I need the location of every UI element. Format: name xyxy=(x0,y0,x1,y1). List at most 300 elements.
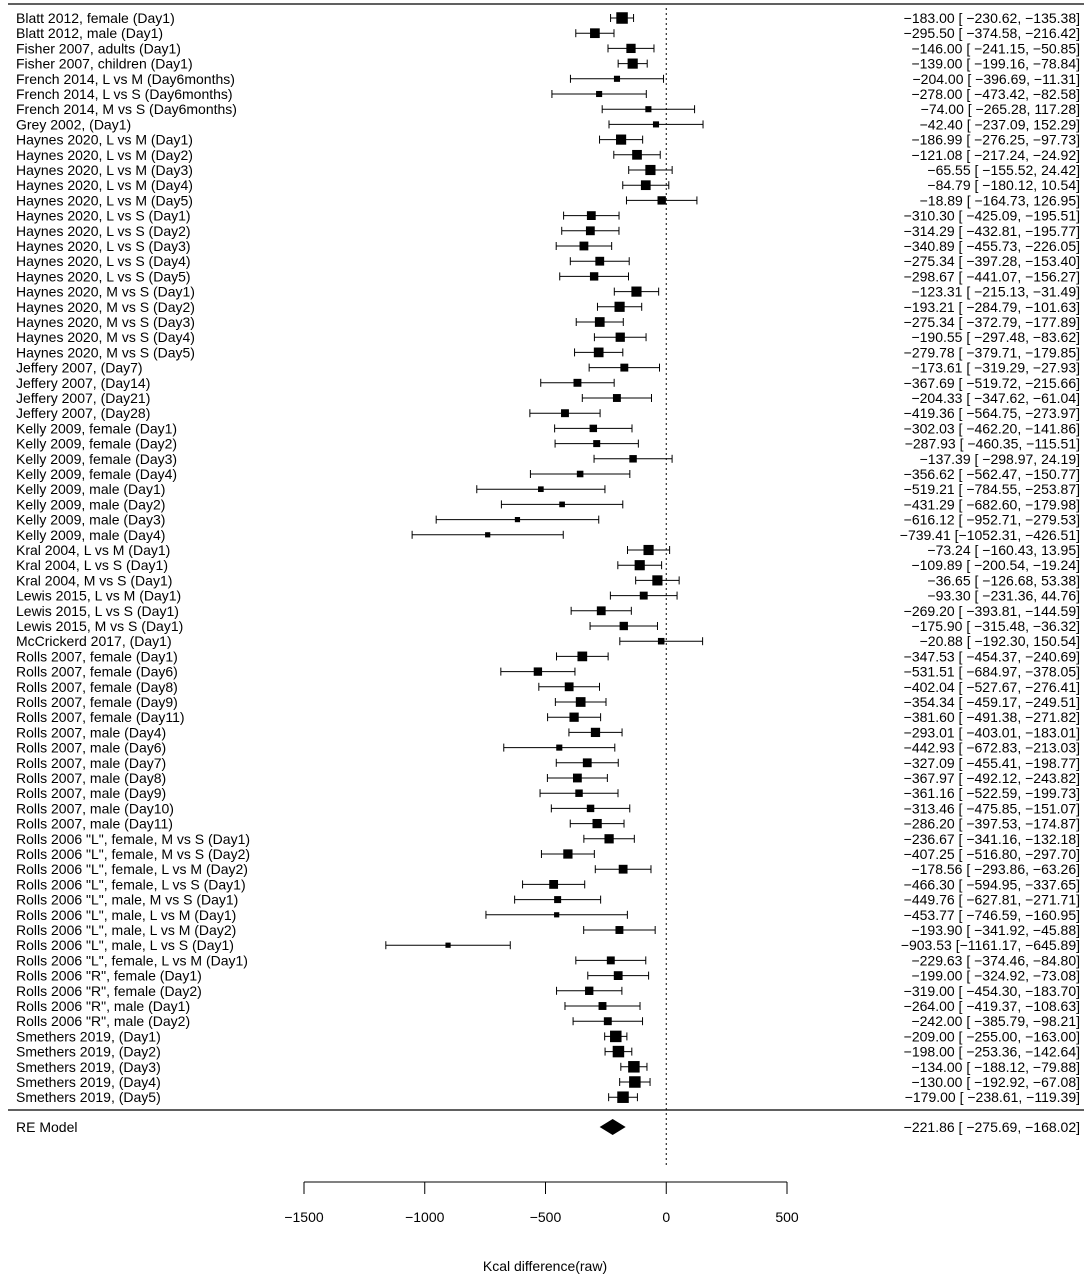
study-label: Rolls 2007, female (Day8) xyxy=(16,678,178,695)
ci-text: −121.08 [ −217.24, −24.92] xyxy=(911,146,1080,163)
point-estimate-square xyxy=(556,745,562,751)
study-row xyxy=(16,527,1080,543)
ci-text: −354.34 [ −459.17, −249.51] xyxy=(903,694,1080,710)
point-estimate-square xyxy=(628,59,638,69)
point-estimate-square xyxy=(583,758,592,767)
ci-text: −183.00 [ −230.62, −135.38] xyxy=(903,10,1080,26)
study-label: Kral 2004, L vs M (Day1) xyxy=(16,542,171,558)
ci-text: −381.60 [ −491.38, −271.82] xyxy=(903,709,1080,726)
study-row xyxy=(16,740,1080,756)
ci-text: −449.76 [ −627.81, −271.71] xyxy=(903,891,1080,908)
study-row xyxy=(16,162,1080,178)
study-row xyxy=(16,466,1080,482)
ci-text: −402.04 [ −527.67, −276.41] xyxy=(903,678,1080,695)
summary-diamond xyxy=(600,1119,626,1135)
point-estimate-square xyxy=(569,713,578,722)
point-estimate-square xyxy=(549,880,558,889)
ci-text: −42.40 [ −237.09, 152.29] xyxy=(919,116,1080,133)
study-label: Haynes 2020, M vs S (Day5) xyxy=(16,344,195,361)
study-row xyxy=(16,360,1080,376)
study-row xyxy=(16,223,1080,239)
point-estimate-square xyxy=(590,28,600,38)
study-row xyxy=(16,785,1080,801)
point-estimate-square xyxy=(587,211,596,220)
study-label: Kelly 2009, female (Day3) xyxy=(16,450,178,467)
study-label: Smethers 2019, (Day1) xyxy=(16,1028,161,1045)
study-label: Rolls 2007, female (Day6) xyxy=(16,663,178,680)
study-row xyxy=(16,892,1080,908)
study-label: Rolls 2006 "R", male (Day2) xyxy=(16,1013,191,1030)
point-estimate-square xyxy=(573,774,582,783)
point-estimate-square xyxy=(645,106,651,112)
study-row xyxy=(16,633,1080,649)
ci-text: −531.51 [ −684.97, −378.05] xyxy=(903,663,1080,680)
point-estimate-square xyxy=(614,971,623,980)
point-estimate-square xyxy=(613,394,621,402)
study-label: Rolls 2006 "L", male, L vs M (Day2) xyxy=(16,922,237,938)
study-label: Kelly 2009, male (Day2) xyxy=(16,496,166,513)
study-row xyxy=(16,542,1080,558)
ci-text: −519.21 [ −784.55, −253.87] xyxy=(903,481,1080,498)
study-rows xyxy=(16,10,1080,1105)
study-label: Kral 2004, M vs S (Day1) xyxy=(16,572,173,589)
x-axis xyxy=(284,1182,799,1225)
study-label: Kelly 2009, male (Day1) xyxy=(16,481,166,498)
ci-text: −173.61 [ −319.29, −27.93] xyxy=(911,359,1080,376)
study-label: Rolls 2007, male (Day10) xyxy=(16,800,174,817)
study-row xyxy=(16,557,1080,573)
study-label: French 2014, L vs M (Day6months) xyxy=(16,70,235,87)
ci-text: −109.89 [ −200.54, −19.24] xyxy=(911,557,1080,574)
ci-text: −327.09 [ −455.41, −198.77] xyxy=(903,754,1080,771)
study-label: Rolls 2007, male (Day6) xyxy=(16,739,167,756)
point-estimate-square xyxy=(653,121,659,127)
ci-text: −175.90 [ −315.48, −36.32] xyxy=(911,618,1080,634)
study-row xyxy=(16,132,1080,148)
study-label: Rolls 2007, female (Day1) xyxy=(16,648,178,665)
ci-text: −367.69 [ −519.72, −215.66] xyxy=(903,374,1080,391)
point-estimate-square xyxy=(485,532,490,537)
summary-row xyxy=(16,1119,1080,1135)
study-row xyxy=(16,101,1080,117)
point-estimate-square xyxy=(580,242,589,251)
study-label: Rolls 2006 "R", male (Day1) xyxy=(16,998,191,1014)
ci-text: −93.30 [ −231.36, 44.76] xyxy=(927,587,1080,604)
ci-text: −134.00 [ −188.12, −79.88] xyxy=(911,1058,1080,1075)
point-estimate-square xyxy=(587,805,594,812)
study-label: Haynes 2020, M vs S (Day2) xyxy=(16,298,195,315)
ci-text: −179.00 [ −238.61, −119.39] xyxy=(904,1089,1080,1106)
point-estimate-square xyxy=(599,1002,607,1010)
x-tick-label: 500 xyxy=(775,1209,799,1225)
point-estimate-square xyxy=(632,150,642,160)
study-label: Kelly 2009, female (Day4) xyxy=(16,466,178,482)
study-row xyxy=(16,192,1080,208)
study-row xyxy=(16,709,1080,725)
summary-ci-text: −221.86 [ −275.69, −168.02] xyxy=(903,1119,1080,1135)
ci-text: −275.34 [ −372.79, −177.89] xyxy=(903,314,1080,330)
ci-text: −73.24 [ −160.43, 13.95] xyxy=(927,542,1080,558)
point-estimate-square xyxy=(577,652,587,662)
study-label: Haynes 2020, L vs S (Day2) xyxy=(16,222,191,239)
study-row xyxy=(16,1059,1080,1075)
ci-text: −190.55 [ −297.48, −83.62] xyxy=(911,329,1080,346)
point-estimate-square xyxy=(658,638,665,645)
study-label: Jeffery 2007, (Day28) xyxy=(16,405,151,422)
study-row xyxy=(16,420,1080,436)
point-estimate-square xyxy=(615,302,625,312)
ci-text: −298.67 [ −441.07, −156.27] xyxy=(903,268,1080,285)
ci-text: −130.00 [ −192.92, −67.08] xyxy=(911,1074,1080,1090)
study-row xyxy=(16,922,1080,938)
ci-text: −204.00 [ −396.69, −11.31] xyxy=(912,70,1080,87)
study-row xyxy=(16,25,1080,41)
point-estimate-square xyxy=(577,471,584,478)
point-estimate-square xyxy=(565,682,574,691)
study-row xyxy=(16,344,1080,360)
x-tick-label: 0 xyxy=(662,1209,671,1225)
study-label: Rolls 2007, male (Day8) xyxy=(16,770,167,786)
point-estimate-square xyxy=(595,317,605,327)
study-label: Kelly 2009, male (Day4) xyxy=(16,526,166,543)
ci-text: −310.30 [ −425.09, −195.51] xyxy=(903,207,1080,224)
point-estimate-square xyxy=(617,1091,629,1103)
point-estimate-square xyxy=(658,196,666,204)
study-row xyxy=(16,1013,1080,1029)
point-estimate-square xyxy=(593,819,602,828)
study-row xyxy=(16,770,1080,786)
study-row xyxy=(16,10,1080,26)
study-label: Haynes 2020, L vs M (Day4) xyxy=(16,177,193,194)
point-estimate-square xyxy=(576,697,586,707)
point-estimate-square xyxy=(575,789,582,796)
point-estimate-square xyxy=(554,912,559,917)
study-label: Rolls 2007, female (Day11) xyxy=(16,709,185,726)
ci-text: −74.00 [ −265.28, 117.28] xyxy=(920,101,1080,118)
ci-text: −466.30 [ −594.95, −337.65] xyxy=(903,876,1080,893)
study-label: Rolls 2006 "L", male, L vs M (Day1) xyxy=(16,906,237,923)
ci-text: −442.93 [ −672.83, −213.03] xyxy=(903,739,1080,756)
study-row xyxy=(16,618,1080,634)
study-label: Rolls 2007, female (Day9) xyxy=(16,694,178,710)
study-label: Smethers 2019, (Day2) xyxy=(16,1043,161,1060)
study-row xyxy=(16,314,1080,330)
point-estimate-square xyxy=(629,1076,641,1088)
study-label: Haynes 2020, L vs S (Day1) xyxy=(16,207,191,224)
study-row xyxy=(16,876,1080,892)
point-estimate-square xyxy=(641,180,651,190)
x-axis-title: Kcal difference(raw) xyxy=(482,1258,608,1274)
study-row xyxy=(16,648,1080,664)
ci-text: −123.31 [ −215.13, −31.49] xyxy=(911,283,1080,300)
study-row xyxy=(16,1044,1080,1060)
study-label: Blatt 2012, male (Day1) xyxy=(16,25,164,42)
point-estimate-square xyxy=(643,545,653,555)
study-row xyxy=(16,268,1080,284)
point-estimate-square xyxy=(620,622,628,630)
study-row xyxy=(16,496,1080,512)
ci-text: −319.00 [ −454.30, −183.70] xyxy=(903,982,1080,999)
point-estimate-square xyxy=(563,849,572,858)
ci-text: −18.89 [ −164.73, 126.95] xyxy=(919,192,1080,209)
point-estimate-square xyxy=(596,91,602,97)
ci-text: −278.00 [ −473.42, −82.58] xyxy=(911,86,1080,102)
study-row xyxy=(16,86,1080,102)
study-label: Rolls 2007, male (Day4) xyxy=(16,724,167,741)
ci-text: −302.03 [ −462.20, −141.86] xyxy=(903,420,1080,437)
point-estimate-square xyxy=(615,926,623,934)
study-row xyxy=(16,436,1080,452)
study-row xyxy=(16,284,1080,300)
ci-text: −209.00 [ −255.00, −163.00] xyxy=(903,1028,1080,1045)
study-row xyxy=(16,1074,1080,1090)
study-row xyxy=(16,724,1080,740)
point-estimate-square xyxy=(635,560,645,570)
study-label: Smethers 2019, (Day5) xyxy=(16,1089,161,1106)
study-label: Jeffery 2007, (Day21) xyxy=(16,390,151,406)
point-estimate-square xyxy=(616,12,628,24)
study-row xyxy=(16,208,1080,224)
point-estimate-square xyxy=(610,1031,622,1043)
study-label: Haynes 2020, M vs S (Day4) xyxy=(16,329,195,346)
study-label: Haynes 2020, M vs S (Day3) xyxy=(16,314,195,330)
point-estimate-square xyxy=(597,606,606,615)
ci-text: −616.12 [ −952.71, −279.53] xyxy=(903,511,1080,528)
study-label: Rolls 2006 "L", female, M vs S (Day2) xyxy=(16,846,251,862)
ci-text: −264.00 [ −419.37, −108.63] xyxy=(903,998,1080,1014)
ci-text: −407.25 [ −516.80, −297.70] xyxy=(903,846,1080,862)
study-row xyxy=(16,831,1080,847)
study-label: Fisher 2007, children (Day1) xyxy=(16,55,193,72)
point-estimate-square xyxy=(629,455,636,462)
ci-text: −279.78 [ −379.71, −179.85] xyxy=(903,344,1080,361)
ci-text: −236.67 [ −341.16, −132.18] xyxy=(903,830,1080,847)
point-estimate-square xyxy=(559,502,565,508)
study-row xyxy=(16,588,1080,604)
point-estimate-square xyxy=(534,667,542,675)
study-row xyxy=(16,253,1080,269)
study-label: Haynes 2020, L vs S (Day3) xyxy=(16,238,191,254)
ci-text: −314.29 [ −432.81, −195.77] xyxy=(903,222,1080,239)
point-estimate-square xyxy=(631,287,641,297)
ci-text: −20.88 [ −192.30, 150.54] xyxy=(919,633,1080,650)
study-row xyxy=(16,405,1080,421)
ci-text: −275.34 [ −397.28, −153.40] xyxy=(903,253,1080,270)
x-tick-label: −1000 xyxy=(405,1209,445,1225)
ci-text: −137.39 [ −298.97, 24.19] xyxy=(919,450,1080,467)
ci-text: −293.01 [ −403.01, −183.01] xyxy=(903,724,1080,741)
point-estimate-square xyxy=(554,896,561,903)
point-estimate-square xyxy=(614,76,620,82)
study-label: Kelly 2009, female (Day2) xyxy=(16,435,178,452)
summary-label: RE Model xyxy=(16,1119,78,1135)
study-row xyxy=(16,177,1080,193)
point-estimate-square xyxy=(616,135,626,145)
point-estimate-square xyxy=(620,364,628,372)
study-label: Rolls 2006 "L", female, L vs M (Day1) xyxy=(16,952,248,969)
study-label: Blatt 2012, female (Day1) xyxy=(16,10,175,26)
ci-text: −269.20 [ −393.81, −144.59] xyxy=(903,602,1080,619)
study-row xyxy=(16,375,1080,391)
study-label: Jeffery 2007, (Day14) xyxy=(16,374,151,391)
study-label: Rolls 2007, male (Day9) xyxy=(16,785,167,802)
study-row xyxy=(16,572,1080,588)
ci-text: −65.55 [ −155.52, 24.42] xyxy=(927,162,1080,178)
study-row xyxy=(16,816,1080,832)
study-row xyxy=(16,1028,1080,1044)
ci-text: −286.20 [ −397.53, −174.87] xyxy=(903,815,1080,832)
study-label: Rolls 2006 "L", female, L vs M (Day2) xyxy=(16,861,248,878)
study-label: Lewis 2015, M vs S (Day1) xyxy=(16,618,184,634)
ci-text: −347.53 [ −454.37, −240.69] xyxy=(903,648,1080,665)
study-row xyxy=(16,998,1080,1014)
point-estimate-square xyxy=(594,348,604,358)
study-label: Rolls 2006 "L", male, M vs S (Day1) xyxy=(16,891,239,908)
point-estimate-square xyxy=(626,44,635,53)
study-label: Haynes 2020, M vs S (Day1) xyxy=(16,283,195,300)
ci-text: −356.62 [ −562.47, −150.77] xyxy=(903,466,1080,482)
study-row xyxy=(16,40,1080,56)
ci-text: −242.00 [ −385.79, −98.21] xyxy=(911,1013,1080,1030)
study-label: Smethers 2019, (Day4) xyxy=(16,1074,161,1090)
ci-text: −431.29 [ −682.60, −179.98] xyxy=(903,496,1080,513)
ci-text: −313.46 [ −475.85, −151.07] xyxy=(903,800,1080,817)
study-label: French 2014, M vs S (Day6months) xyxy=(16,101,237,118)
ci-text: −295.50 [ −374.58, −216.42] xyxy=(903,25,1080,42)
ci-text: −193.21 [ −284.79, −101.63] xyxy=(903,298,1080,315)
study-row xyxy=(16,56,1080,72)
point-estimate-square xyxy=(445,943,450,948)
point-estimate-square xyxy=(538,486,544,492)
study-label: Grey 2002, (Day1) xyxy=(16,116,132,133)
study-label: French 2014, L vs S (Day6months) xyxy=(16,86,233,102)
study-row xyxy=(16,952,1080,968)
ci-text: −419.36 [ −564.75, −273.97] xyxy=(903,405,1080,422)
ci-text: −186.99 [ −276.25, −97.73] xyxy=(911,131,1080,148)
ci-text: −340.89 [ −455.73, −226.05] xyxy=(903,238,1080,254)
study-label: Haynes 2020, L vs S (Day4) xyxy=(16,253,191,270)
study-row xyxy=(16,71,1080,87)
ci-text: −739.41 [−1052.31, −426.51] xyxy=(899,526,1080,543)
study-label: Rolls 2007, male (Day7) xyxy=(16,754,167,771)
study-label: Kral 2004, L vs S (Day1) xyxy=(16,557,168,574)
ci-text: −361.16 [ −522.59, −199.73] xyxy=(903,785,1080,802)
study-row xyxy=(16,755,1080,771)
study-label: Kelly 2009, female (Day1) xyxy=(16,420,178,437)
ci-text: −287.93 [ −460.35, −115.51] xyxy=(904,435,1080,452)
study-label: Haynes 2020, L vs S (Day5) xyxy=(16,268,191,285)
study-label: Haynes 2020, L vs M (Day2) xyxy=(16,146,193,163)
study-label: Rolls 2006 "R", female (Day1) xyxy=(16,967,202,984)
study-label: Smethers 2019, (Day3) xyxy=(16,1058,161,1075)
study-row xyxy=(16,937,1080,953)
study-row xyxy=(16,147,1080,163)
study-label: Jeffery 2007, (Day7) xyxy=(16,359,143,376)
ci-text: −36.65 [ −126.68, 53.38] xyxy=(927,572,1080,589)
point-estimate-square xyxy=(640,592,648,600)
point-estimate-square xyxy=(515,517,520,522)
ci-text: −199.00 [ −324.92, −73.08] xyxy=(911,967,1080,984)
x-tick-label: −1500 xyxy=(284,1209,324,1225)
ci-text: −139.00 [ −199.16, −78.84] xyxy=(911,55,1080,72)
ci-text: −198.00 [ −253.36, −142.64] xyxy=(903,1043,1080,1060)
point-estimate-square xyxy=(645,165,655,175)
study-label: Kelly 2009, male (Day3) xyxy=(16,511,166,528)
study-row xyxy=(16,846,1080,862)
study-label: Haynes 2020, L vs M (Day5) xyxy=(16,192,193,209)
point-estimate-square xyxy=(604,834,613,843)
study-row xyxy=(16,451,1080,467)
point-estimate-square xyxy=(590,425,597,432)
study-label: Rolls 2006 "L", female, L vs S (Day1) xyxy=(16,876,246,893)
point-estimate-square xyxy=(652,575,662,585)
study-row xyxy=(16,238,1080,254)
study-row xyxy=(16,679,1080,695)
ci-text: −84.79 [ −180.12, 10.54] xyxy=(927,177,1080,194)
study-row xyxy=(16,390,1080,406)
study-row xyxy=(16,861,1080,877)
ci-text: −193.90 [ −341.92, −45.88] xyxy=(911,922,1080,938)
study-row xyxy=(16,329,1080,345)
ci-text: −229.63 [ −374.46, −84.80] xyxy=(911,952,1080,969)
study-label: Rolls 2007, male (Day11) xyxy=(16,815,173,832)
point-estimate-square xyxy=(613,1046,625,1058)
point-estimate-square xyxy=(586,226,595,235)
point-estimate-square xyxy=(561,409,569,417)
point-estimate-square xyxy=(595,257,604,266)
ci-text: −146.00 [ −241.15, −50.85] xyxy=(911,40,1080,57)
study-label: Haynes 2020, L vs M (Day1) xyxy=(16,131,193,148)
study-row xyxy=(16,603,1080,619)
point-estimate-square xyxy=(574,379,582,387)
study-row xyxy=(16,968,1080,984)
study-row xyxy=(16,116,1080,132)
ci-text: −178.56 [ −293.86, −63.26] xyxy=(911,861,1080,878)
point-estimate-square xyxy=(607,956,615,964)
study-row xyxy=(16,694,1080,710)
ci-text: −453.77 [ −746.59, −160.95] xyxy=(903,906,1080,923)
study-label: Rolls 2006 "L", female, M vs S (Day1) xyxy=(16,830,251,847)
point-estimate-square xyxy=(604,1017,612,1025)
ci-text: −903.53 [−1161.17, −645.89] xyxy=(900,937,1080,954)
point-estimate-square xyxy=(616,333,625,342)
study-label: Haynes 2020, L vs M (Day3) xyxy=(16,162,193,178)
point-estimate-square xyxy=(628,1061,640,1073)
study-row xyxy=(16,481,1080,497)
study-label: Rolls 2006 "L", male, L vs S (Day1) xyxy=(16,937,234,954)
study-row xyxy=(16,1089,1080,1105)
study-row xyxy=(16,299,1080,315)
study-label: Fisher 2007, adults (Day1) xyxy=(16,40,181,57)
study-row xyxy=(16,800,1080,816)
ci-text: −204.33 [ −347.62, −61.04] xyxy=(911,390,1080,406)
study-row xyxy=(16,907,1080,923)
study-label: Lewis 2015, L vs S (Day1) xyxy=(16,602,179,619)
study-row xyxy=(16,664,1080,680)
study-label: McCrickerd 2017, (Day1) xyxy=(16,633,172,650)
study-label: Rolls 2006 "R", female (Day2) xyxy=(16,982,202,999)
study-label: Lewis 2015, L vs M (Day1) xyxy=(16,587,182,604)
ci-text: −367.97 [ −492.12, −243.82] xyxy=(903,770,1080,786)
point-estimate-square xyxy=(619,865,628,874)
point-estimate-square xyxy=(591,728,600,737)
x-tick-label: −500 xyxy=(529,1209,562,1225)
point-estimate-square xyxy=(590,272,598,280)
point-estimate-square xyxy=(585,987,593,995)
study-row xyxy=(16,983,1080,999)
study-row xyxy=(16,512,1080,528)
point-estimate-square xyxy=(593,440,600,447)
